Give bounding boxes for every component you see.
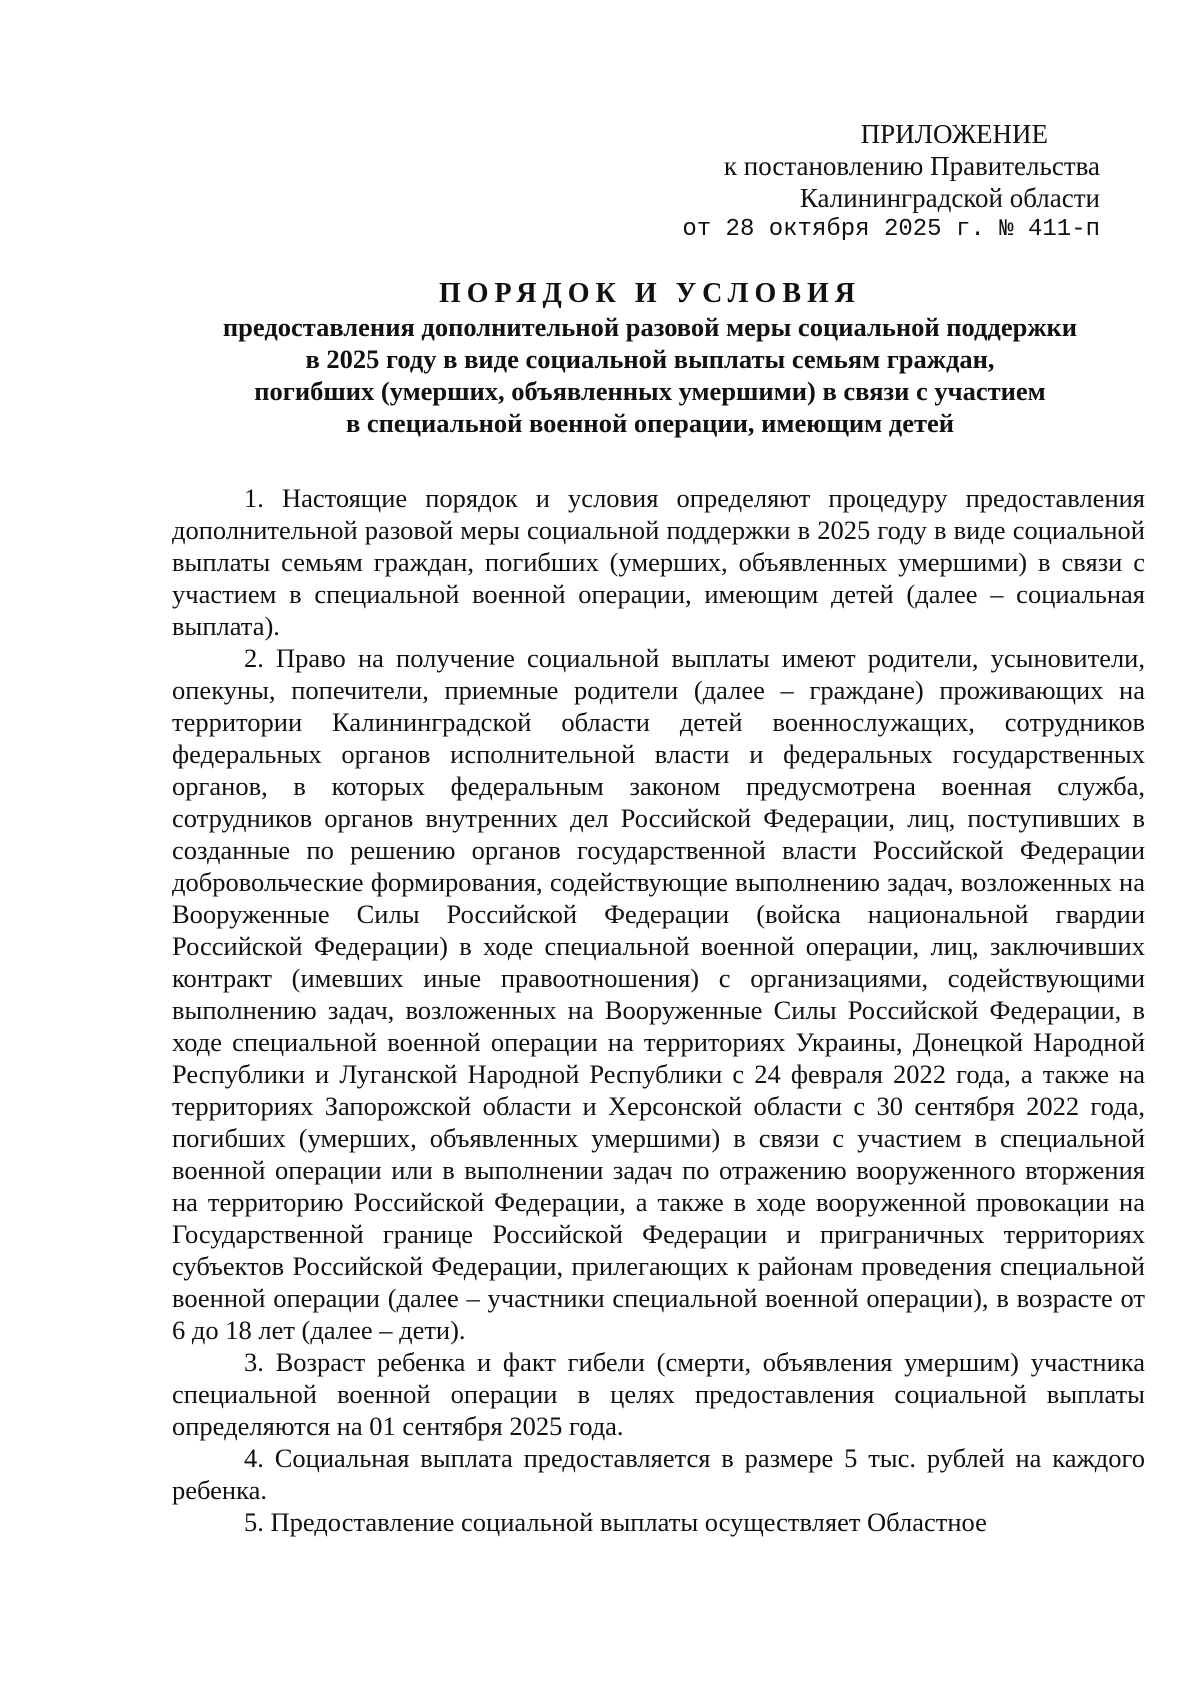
document-body — [172, 482, 1145, 1538]
appendix-line-region: Калининградской области — [799, 183, 1100, 213]
heading-subtitle-line-1: предоставления дополнительной разовой меры социальной поддержки — [222, 312, 1078, 342]
heading-main: ПОРЯДОК И УСЛОВИЯ — [438, 278, 861, 309]
document-heading — [160, 278, 1140, 439]
paragraph-5: 5. Предоставление социальной выплаты осуществляет Областное — [244, 1507, 987, 1537]
paragraph-1: 1. Настоящие порядок и условия определяют процедуру предоставления дополнительной разовой меры социальной поддержки в 2025 году в виде социальной выплаты семьям граждан, погибших (умерших, объявленных умершими) в связи с участием в специальной военной операции, имеющим детей (далее – социальная выплата). — [172, 483, 1145, 641]
paragraph-3: 3. Возраст ребенка и факт гибели (смерти, объявления умершим) участника специальной военной операции в целях предоставления социальной выплаты определяются на 01 сентября 2025 года. — [172, 1347, 1145, 1441]
heading-subtitle-line-2: в 2025 году в виде социальной выплаты семьям граждан, — [305, 344, 995, 374]
appendix-date-number: от 28 октября 2025 г. № 411-п — [682, 216, 1100, 243]
paragraph-4: 4. Социальная выплата предоставляется в размере 5 тыс. рублей на каждого ребенка. — [172, 1443, 1145, 1505]
heading-subtitle-line-3: погибших (умерших, объявленных умершими) в связи с участием — [254, 376, 1046, 406]
appendix-block — [600, 118, 1100, 246]
appendix-title: ПРИЛОЖЕНИЕ — [860, 119, 1048, 149]
paragraph-2: 2. Право на получение социальной выплаты имеют родители, усыновители, опекуны, попечители, приемные родители (далее – граждане) проживающих на территории Калининградской области детей военнослужащих, сотрудников федеральных органов исполнительной власти и федеральных государственных органов, в которых федеральным законом предусмотрена военная служба, сотрудников органов внутренних дел Российской Федерации, лиц, поступивших в созданные по решению органов государственной власти Российской Федерации добровольческие формирования, содействующие выполнению задач, возложенных на Вооруженные Силы Российской Федерации (войска национальной гвардии Российской Федерации) в ходе специальной военной операции, лиц, заключивших контракт (имевших иные правоотношения) с организациями, содействующими выполнению задач, возложенных на Вооруженные Силы Российской Федерации, в ходе специальной военной операции на территориях Украины, Донецкой Народной Республики и Луганской Народной Республики с 24 февраля 2022 года, а также на территориях Запорожской области и Херсонской области с 30 сентября 2022 года, погибших (умерших, объявленных умершими) в связи с участием в специальной военной операции или в выполнении задач по отражению вооруженного вторжения на территорию Российской Федерации, а также в ходе вооруженной провокации на Государственной границе Российской Федерации и приграничных территориях субъектов Российской Федерации, прилегающих к районам проведения специальной военной операции (далее – участники специальной военной операции), в возрасте от 6 до 18 лет (далее – дети). — [172, 643, 1145, 1345]
appendix-line-resolution: к постановлению Правительства — [723, 151, 1100, 181]
heading-subtitle-line-4: в специальной военной операции, имеющим детей — [345, 408, 955, 438]
